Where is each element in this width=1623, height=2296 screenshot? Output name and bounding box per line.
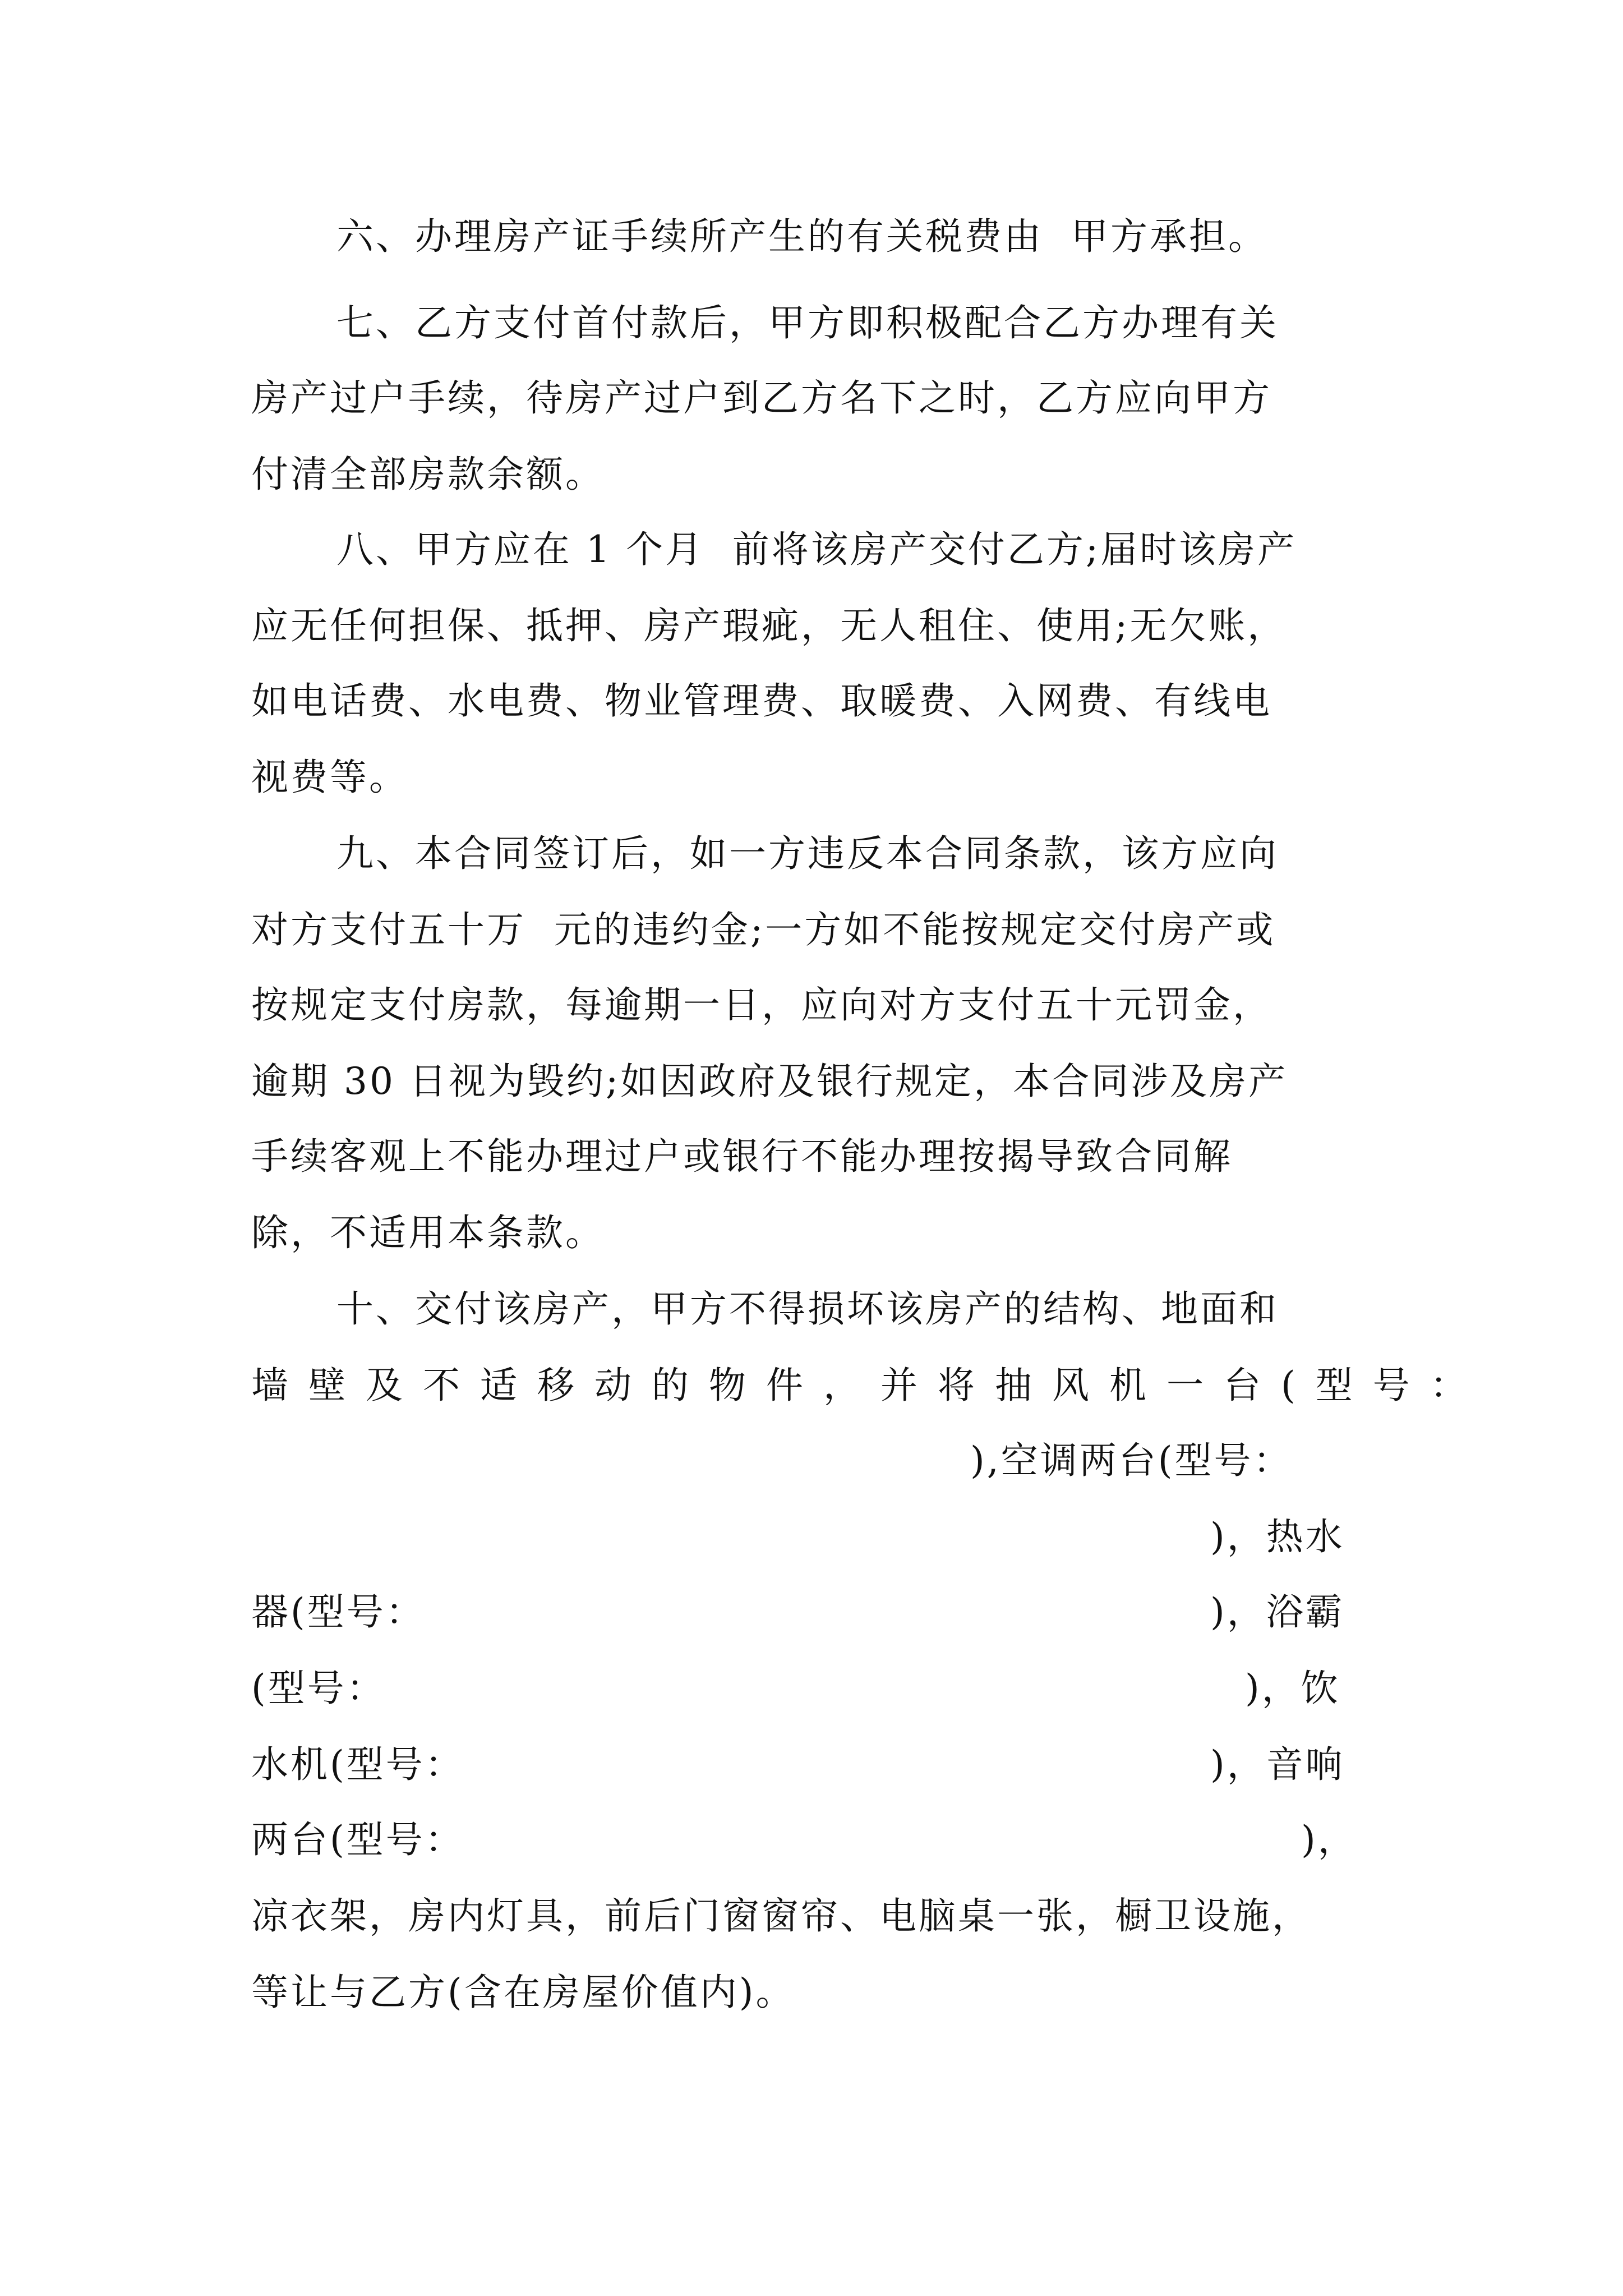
clause-10-line-3: ),空调两台(型号：	[970, 1439, 1293, 1482]
clause-10-line-9: 凉衣架，房内灯具，前后门窗窗帘、电脑桌一张，橱卫设施，	[251, 1894, 1311, 1938]
clause-10-line-8-left: 两台(型号：	[251, 1818, 464, 1861]
clause-9-line-1: 九、本合同签订后，如一方违反本合同条款，该方应向	[336, 832, 1279, 875]
clause-10-line-10: 等让与乙方(含在房屋价值内)。	[251, 1971, 795, 2014]
clause-10-line-7-left: 水机(型号：	[251, 1743, 464, 1786]
clause-9-line-2: 对方支付五十万 元的违约金;一方如不能按规定交付房产或	[251, 908, 1276, 951]
clause-9-line-6: 除，不适用本条款。	[251, 1211, 605, 1254]
clause-10-line-5-left: 器(型号：	[251, 1590, 425, 1634]
clause-8-line-4: 视费等。	[251, 756, 408, 799]
clause-10-line-6-right: )，饮	[1245, 1667, 1340, 1710]
clause-10-line-8-right: )，	[1301, 1818, 1357, 1861]
clause-9-line-3: 按规定支付房款，每逾期一日，应向对方支付五十元罚金，	[251, 983, 1272, 1027]
clause-10-line-1: 十、交付该房产，甲方不得损坏该房产的结构、地面和	[336, 1287, 1279, 1331]
clause-10-line-5-right: )，浴霸	[1210, 1590, 1345, 1634]
clause-10-line-6-left: (型号：	[251, 1667, 386, 1710]
clause-9-line-5: 手续客观上不能办理过户或银行不能办理按揭导致合同解	[251, 1135, 1233, 1178]
clause-6-line-1: 六、办理房产证手续所产生的有关税费由 甲方承担。	[336, 215, 1267, 258]
clause-8-line-1: 八、甲方应在 1 个月 前将该房产交付乙方;届时该房产	[336, 528, 1297, 571]
clause-7-line-2: 房产过户手续，待房产过户到乙方名下之时，乙方应向甲方	[251, 376, 1272, 420]
clause-10-line-4: )，热水	[1210, 1515, 1345, 1558]
clause-8-line-2: 应无任何担保、抵押、房产瑕疵，无人租住、使用;无欠账，	[251, 604, 1287, 647]
clause-7-line-1: 七、乙方支付首付款后，甲方即积极配合乙方办理有关	[336, 301, 1279, 344]
clause-10-line-2: 墙壁及不适移动的物件，并将抽风机一台(型号：	[251, 1364, 1487, 1407]
clause-9-line-4: 逾期 30 日视为毁约;如因政府及银行规定，本合同涉及房产	[251, 1060, 1288, 1103]
clause-10-line-7-right: )，音响	[1210, 1743, 1345, 1786]
clause-7-line-3: 付清全部房款余额。	[251, 453, 605, 496]
clause-8-line-3: 如电话费、水电费、物业管理费、取暖费、入网费、有线电	[251, 679, 1272, 723]
